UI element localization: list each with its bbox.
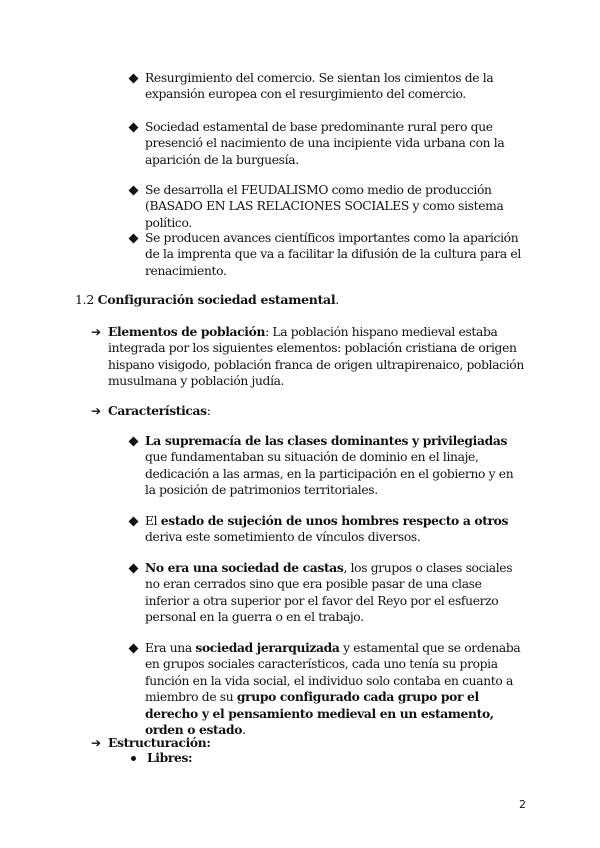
caracteristicas-colon: : [206,404,211,418]
elementos-text: : La población hispano medieval estaba integrada por los siguientes elementos: población cristiana de origen hispano visigodo, población franca de origen ultrapirenaico, población musulmana y población judía. [108,325,524,389]
elementos-paragraph [108,324,528,390]
caracteristica-item [145,640,523,738]
estructuracion-colon: : [206,735,211,750]
caracteristica-bold: No era una sociedad de castas [145,560,344,575]
caracteristica-text: y estamental que se ordenaba en grupos sociales característicos, cada uno tenía su propia función en la vida social, el individuo solo contaba en cuanto a miembro de su [145,641,521,705]
dot-bullet-icon [131,756,136,761]
caracteristica-text: , los grupos o clases sociales no eran cerrados sino que era posible pasar de una clase inferior a otra superior por el favor del Reyo por el esfuerzo personal en la guerra o en el trabajo. [145,561,513,625]
section-number: 1.2 [75,292,94,307]
caracteristica-item [145,560,523,626]
section-title-end: . [335,292,339,307]
caracteristica-item [145,513,523,546]
diamond-bullet-icon [129,123,139,133]
bullet-paragraph: Resurgimiento del comercio. Se sientan los cimientos de la expansión europea con el resurgimiento del comercio. [145,71,494,102]
section-title: Configuración sociedad estamental [97,292,336,307]
diamond-bullet-icon [129,74,139,84]
libres-colon: : [188,750,193,765]
libres-heading [147,750,192,766]
arrow-bullet-icon: ➔ [91,736,102,750]
arrow-bullet-icon: ➔ [91,325,102,339]
caracteristicas-heading [108,403,211,419]
caracteristica-bold-2: grupo configurado cada grupo por el derecho y el pensamiento medieval en un estamento, orden o estado [145,689,494,738]
caracteristica-pre: Era una [145,641,196,655]
caracteristica-bold: estado de sujeción de unos hombres respecto a otros [160,513,509,528]
diamond-bullet-icon [129,437,139,447]
estructuracion-heading [108,735,211,751]
caracteristica-end: . [242,723,246,738]
bullet-paragraph: Se producen avances científicos importantes como la aparición de la imprenta que va a facilitar la difusión de la cultura para el renacimiento. [145,231,521,278]
section-heading [75,292,339,308]
caracteristica-pre: El [145,514,161,528]
arrow-bullet-icon: ➔ [91,404,102,418]
elementos-label: Elementos de población [108,324,266,339]
estructuracion-label: Estructuración [108,735,207,750]
page-number: 2 [519,798,526,811]
diamond-bullet-icon [129,234,139,244]
caracteristica-text: que fundamentaban su situación de dominio en el linaje, dedicación a las armas, en la participación en el gobierno y en la posición de patrimonios territoriales. [145,450,514,498]
caracteristica-text: deriva este sometimiento de vínculos diversos. [145,530,421,545]
diamond-bullet-icon [129,564,139,574]
caracteristica-bold: sociedad jerarquizada [195,640,340,655]
caracteristica-item [145,433,523,499]
libres-label: Libres [147,750,189,765]
diamond-bullet-icon [129,517,139,527]
bullet-paragraph: Se desarrolla el FEUDALISMO como medio de producción (BASADO EN LAS RELACIONES SOCIALES y como sistema político. [145,183,504,230]
caracteristica-bold: La supremacía de las clases dominantes y privilegiadas [145,433,508,448]
diamond-bullet-icon [129,644,139,654]
caracteristicas-label: Características [108,403,207,418]
diamond-bullet-icon [129,186,139,196]
bullet-paragraph: Sociedad estamental de base predominante rural pero que presenció el nacimiento de una incipiente vida urbana con la aparición de la burguesía. [145,120,505,167]
